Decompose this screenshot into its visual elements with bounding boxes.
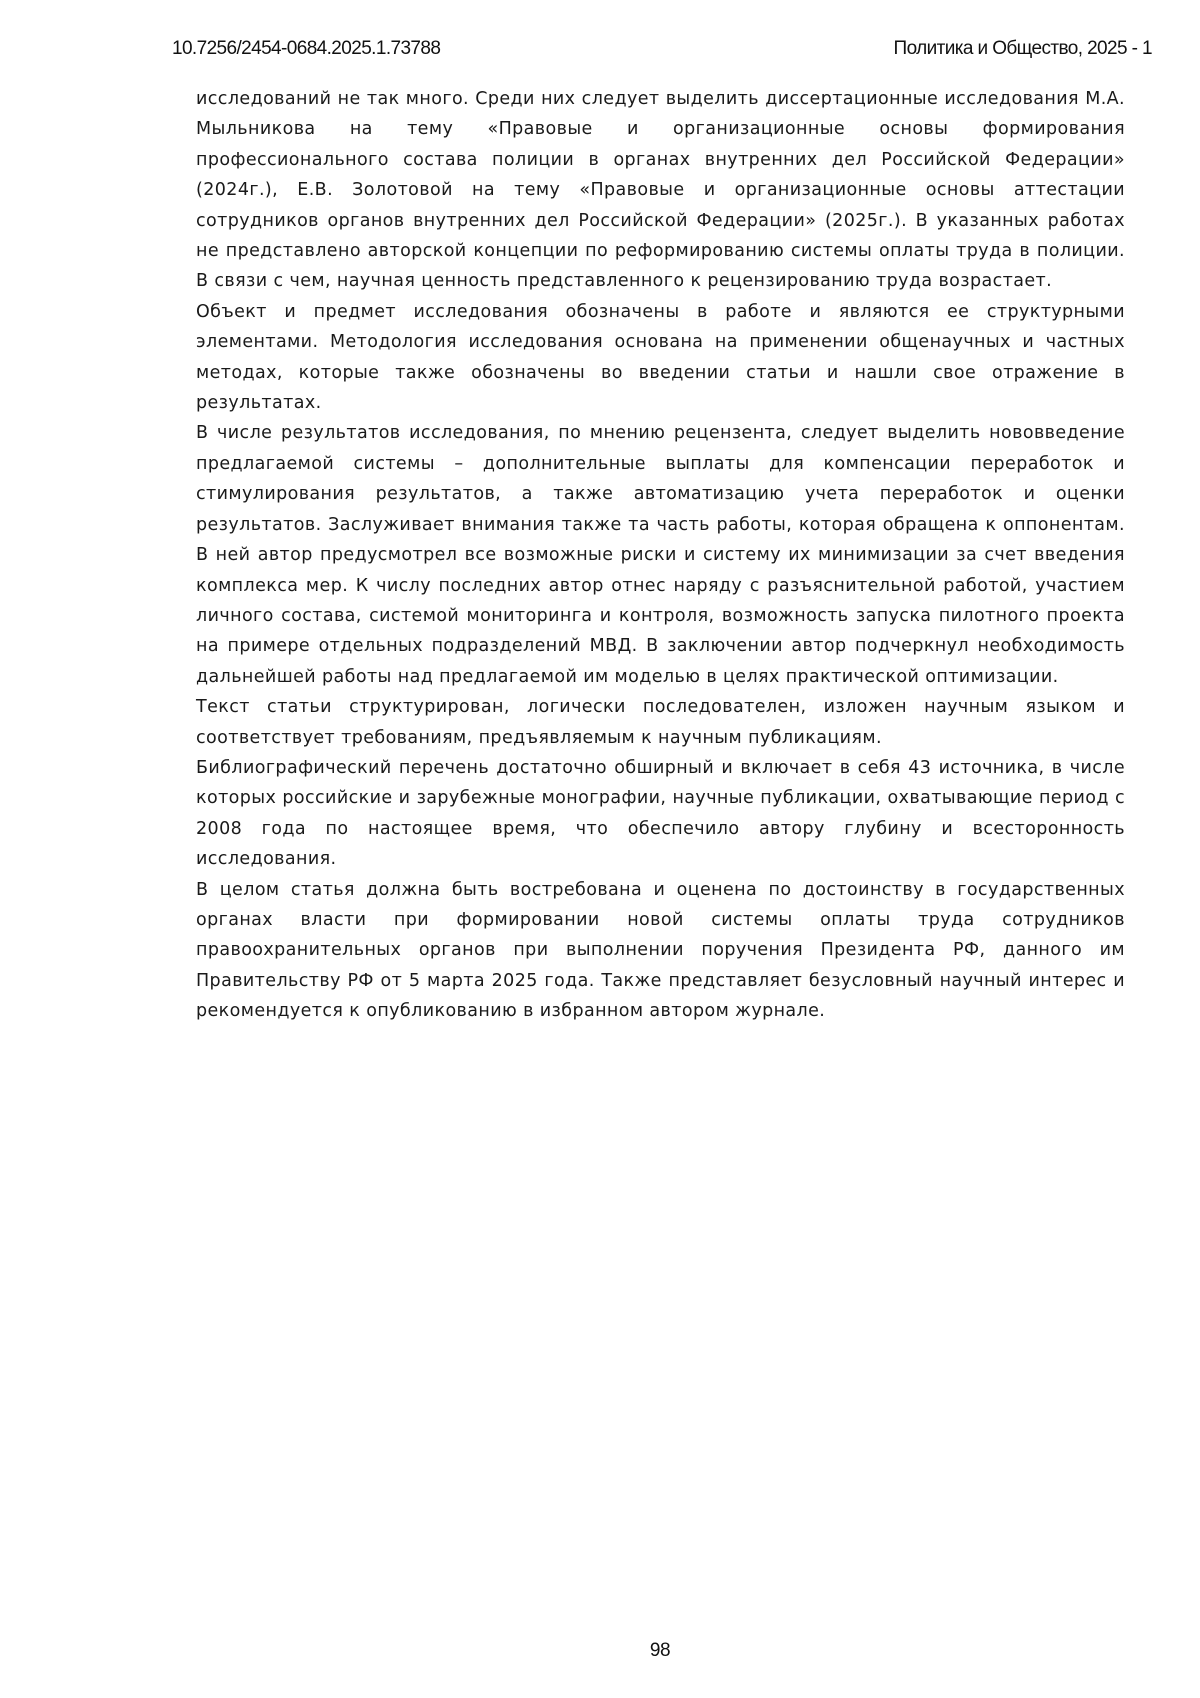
article-body	[196, 84, 1125, 1027]
paragraph-structure: Текст статьи структурирован, логически последователен, изложен научным языком и соответствует требованиям, предъявляемым к научным публикациям.	[196, 692, 1125, 753]
paragraph-conclusion: В целом статья должна быть востребована и оценена по достоинству в государственных органах власти при формировании новой системы оплаты труда сотрудников правоохранительных органов при выполнении поручения Президента РФ, данного им Правительству РФ от 5 марта 2025 года. Также представляет безусловный научный интерес и рекомендуется к опубликованию в избранном автором журнале.	[196, 875, 1125, 1027]
journal-title: Политика и Общество, 2025 - 1	[894, 38, 1152, 60]
paragraph-prior-research: исследований не так много. Среди них следует выделить диссертационные исследования М.А. Мыльникова на тему «Правовые и организационные основы формирования профессионального состава полиции в органах внутренних дел Российской Федерации» (2024г.), Е.В. Золотовой на тему «Правовые и организационные основы аттестации сотрудников органов внутренних дел Российской Федерации» (2025г.). В указанных работах не представлено авторской концепции по реформированию системы оплаты труда в полиции. В связи с чем, научная ценность представленного к рецензированию труда возрастает.	[196, 84, 1125, 297]
doi-label: 10.7256/2454-0684.2025.1.73788	[172, 38, 440, 60]
paragraph-object-methodology: Объект и предмет исследования обозначены в работе и являются ее структурными элементами. Методология исследования основана на применении общенаучных и частных методах, которые также обозначены во введении статьи и нашли свое отражение в результатах.	[196, 297, 1125, 419]
page-header	[172, 36, 1152, 62]
page-number: 98	[0, 1640, 1200, 1662]
paragraph-results: В числе результатов исследования, по мнению рецензента, следует выделить нововведение предлагаемой системы – дополнительные выплаты для компенсации переработок и стимулирования результатов, а также автоматизацию учета переработок и оценки результатов. Заслуживает внимания также та часть работы, которая обращена к оппонентам. В ней автор предусмотрел все возможные риски и систему их минимизации за счет введения комплекса мер. К числу последних автор отнес наряду с разъяснительной работой, участием личного состава, системой мониторинга и контроля, возможность запуска пилотного проекта на примере отдельных подразделений МВД. В заключении автор подчеркнул необходимость дальнейшей работы над предлагаемой им моделью в целях практической оптимизации.	[196, 418, 1125, 692]
paragraph-bibliography: Библиографический перечень достаточно обширный и включает в себя 43 источника, в числе которых российские и зарубежные монографии, научные публикации, охватывающие период с 2008 года по настоящее время, что обеспечило автору глубину и всесторонность исследования.	[196, 753, 1125, 875]
